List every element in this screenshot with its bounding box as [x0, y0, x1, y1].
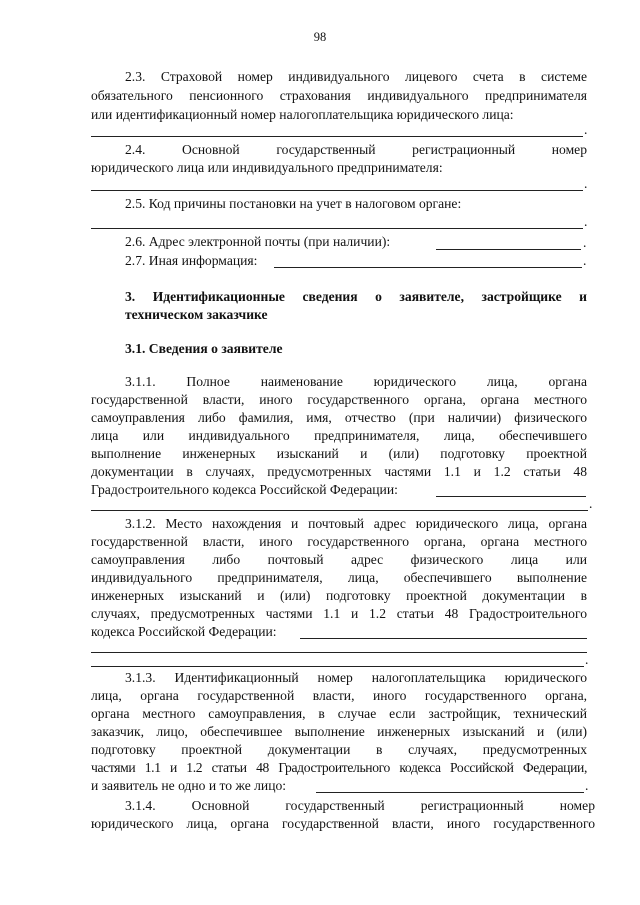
s2-5-line-1: 2.5. Код причины постановки на учет в налоговом органе:: [125, 196, 462, 211]
s2-3-line-2: обязательного пенсионного страхования индивидуального предпринимателя: [91, 88, 587, 103]
s3-1-2-answer-line-c[interactable]: [91, 666, 584, 667]
s3-1-1-line-7: Градостроительного кодекса Российской Федерации:: [91, 482, 398, 497]
s3-heading-line-2: техническом заказчике: [125, 307, 268, 322]
s3-1-4-line-2: юридического лица, органа государственной власти, иного государственного: [91, 816, 595, 831]
s2-4-period: .: [584, 176, 588, 191]
s2-5-answer-line[interactable]: [91, 228, 583, 229]
s3-1-3-line-1: 3.1.3. Идентификационный номер налогоплательщика юридического: [125, 670, 587, 685]
s3-heading-line-1: 3. Идентификационные сведения о заявителе, застройщике и: [125, 289, 587, 304]
s2-3-line-1: 2.3. Страховой номер индивидуального лицевого счета в системе: [125, 69, 587, 84]
s3-1-1-line-6: документации в случаях, предусмотренных частями 1.1 и 1.2 статьи 48: [91, 464, 587, 479]
s3-1-1-period: .: [589, 496, 593, 511]
s3-1-3-line-6: частями 1.1 и 1.2 статьи 48 Градостроительного кодекса Российской Федерации,: [91, 760, 587, 775]
s2-3-period: .: [584, 122, 588, 137]
s3-1-2-line-2: государственной власти, иного государственного органа, органа местного: [91, 534, 587, 549]
s3-1-2-period: .: [585, 652, 589, 667]
s3-1-2-line-7: кодекса Российской Федерации:: [91, 624, 277, 639]
s3-1-1-line-2: государственной власти, иного государственного органа, органа местного: [91, 392, 587, 407]
s2-7-period: .: [583, 253, 587, 268]
s3-1-2-answer-line-b[interactable]: [91, 652, 587, 653]
s3-1-4-line-1: 3.1.4. Основной государственный регистрационный номер: [125, 798, 595, 813]
s2-4-line-1: 2.4. Основной государственный регистрационный номер: [125, 142, 587, 157]
s3-1-1-line-1: 3.1.1. Полное наименование юридического лица, органа: [125, 374, 587, 389]
s3-1-3-line-5: подготовку проектной документации в случаях, предусмотренных: [91, 742, 587, 757]
s2-7-line-1: 2.7. Иная информация:: [125, 253, 258, 268]
s2-4-line-2: юридического лица или индивидуального предпринимателя:: [91, 160, 443, 175]
s3-1-1-line-4: лица или индивидуального предпринимателя, лица, обеспечившего: [91, 428, 587, 443]
s3-1-3-answer-line[interactable]: [316, 792, 584, 793]
s3-1-1-line-5: выполнение инженерных изысканий и (или) подготовку проектной: [91, 446, 587, 461]
s3-1-2-line-5: инженерных изысканий и (или) подготовку проектной документации в: [91, 588, 587, 603]
s3-1-2-line-6: случаях, предусмотренных частями 1.1 и 1.2 статьи 48 Градостроительного: [91, 606, 587, 621]
s3-1-3-period: .: [585, 778, 589, 793]
s3-1-3-line-3: органа местного самоуправления, в случае если застройщик, технический: [91, 706, 587, 721]
s3-1-3-line-4: заказчик, лицо, обеспечившее выполнение инженерных изысканий и (или): [91, 724, 587, 739]
s3-1-heading: 3.1. Сведения о заявителе: [125, 341, 283, 356]
s2-6-period: .: [583, 235, 587, 250]
s2-3-answer-line[interactable]: [91, 136, 583, 137]
s2-3-line-3: или идентификационный номер налогоплательщика юридического лица:: [91, 107, 514, 122]
s2-6-line-1: 2.6. Адрес электронной почты (при наличии):: [125, 234, 391, 249]
s3-1-1-answer-line-a[interactable]: [436, 496, 586, 497]
s3-1-1-answer-line-b[interactable]: [91, 510, 588, 511]
s3-1-1-line-3: самоуправления либо фамилия, имя, отчество (при наличии) физического: [91, 410, 587, 425]
s3-1-2-answer-line-a[interactable]: [300, 638, 587, 639]
s3-1-3-line-7: и заявитель не одно и то же лицо:: [91, 778, 287, 793]
s3-1-2-line-3: самоуправления либо почтовый адрес физического лица или: [91, 552, 587, 567]
s2-7-answer-line[interactable]: [274, 267, 582, 268]
s3-1-2-line-4: индивидуального предпринимателя, лица, обеспечившего выполнение: [91, 570, 587, 585]
s3-1-2-line-1: 3.1.2. Место нахождения и почтовый адрес юридического лица, органа: [125, 516, 587, 531]
page-number: 98: [313, 30, 327, 44]
s3-1-3-line-2: лица, органа государственной власти, иного государственного органа,: [91, 688, 587, 703]
s2-4-answer-line[interactable]: [91, 190, 583, 191]
s2-6-answer-line[interactable]: [436, 249, 581, 250]
s2-5-period: .: [584, 214, 588, 229]
